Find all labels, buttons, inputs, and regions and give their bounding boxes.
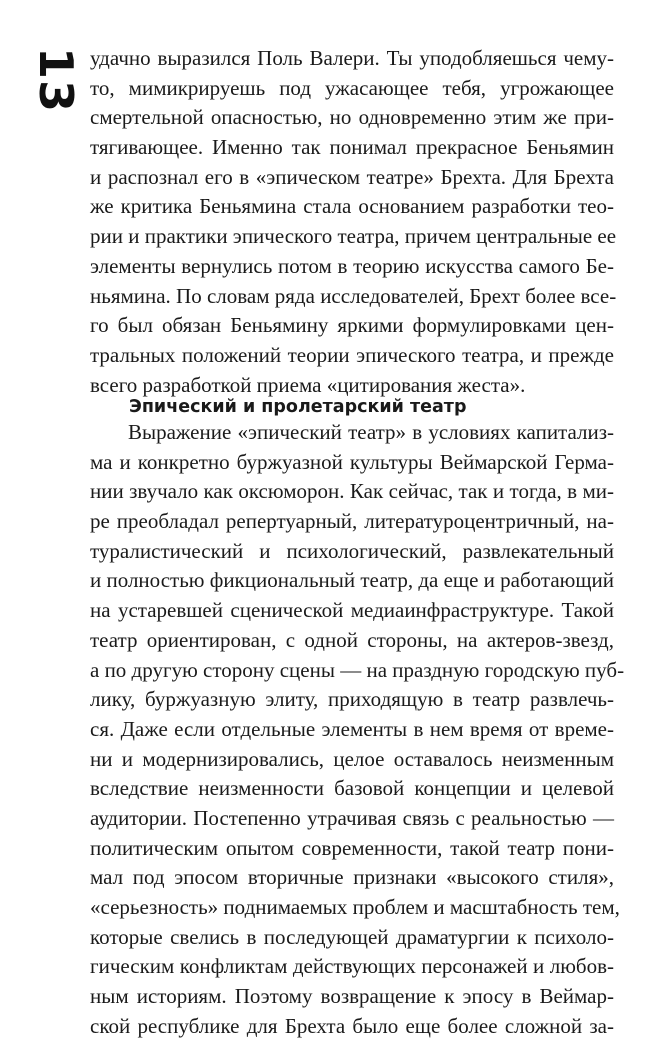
paragraph-1 xyxy=(90,44,617,400)
text-line: рии и практики эпического театра, причем центральные ее xyxy=(90,224,617,249)
text-line: а по другую сторону сцены — на праздную городскую пуб- xyxy=(90,657,625,682)
text-line: политическим опытом современности, такой театр пони- xyxy=(90,835,614,860)
text-line: лику, буржуазную элиту, приходящую в театр развлечь- xyxy=(90,687,614,712)
text-line: ся. Даже если отдельные элементы в нем время от време- xyxy=(90,716,614,741)
text-line: на устаревшей сценической медиаинфраструктуре. Такой xyxy=(90,598,614,623)
text-line: ре преобладал репертуарный, литературоцентричный, на- xyxy=(90,509,614,534)
text-line: Выражение «эпический театр» в условиях капитализ- xyxy=(128,420,614,444)
text-line: удачно выразился Поль Валери. Ты уподобляешься чему- xyxy=(90,46,614,70)
text-line: и распознал его в «эпическом театре» Брехта. Для Брехта xyxy=(90,164,614,189)
text-line: всего разработкой приема «цитирования жеста». xyxy=(90,372,526,397)
paragraph-2 xyxy=(90,418,625,1041)
text-line: мал под эпосом вторичные признаки «высокого стиля», xyxy=(90,865,614,890)
text-line: «серьезность» поднимаемых проблем и масштабность тем, xyxy=(90,895,620,919)
text-line: го был обязан Беньямину яркими формулировками цен- xyxy=(90,313,614,338)
text-line: театр ориентирован, с одной стороны, на актеров-звезд, xyxy=(90,627,614,652)
text-line: ным историям. Поэтому возвращение к эпосу в Веймар- xyxy=(90,984,614,1009)
text-line: ма и конкретно буржуазной культуры Веймарской Герма- xyxy=(90,449,614,474)
text-line: аудитории. Постепенно утрачивая связь с реальностью — xyxy=(90,805,614,830)
text-line: ньямина. По словам ряда исследователей, Брехт более все- xyxy=(90,283,617,308)
text-line: и полностью фикциональный театр, да еще и работающий xyxy=(90,568,614,593)
text-line: ской республике для Брехта было еще более сложной за- xyxy=(90,1013,614,1038)
text-line: тягивающее. Именно так понимал прекрасное Беньямин xyxy=(90,135,614,160)
text-line: нии звучало как оксюморон. Как сейчас, так и тогда, в ми- xyxy=(90,479,614,504)
page-number-text: 13 xyxy=(29,46,84,114)
text-line: которые свелись в последующей драматургии к психоло- xyxy=(90,924,614,949)
section-heading: Эпический и пролетарский театр xyxy=(129,397,467,417)
text-line: же критика Беньямина стала основанием разработки тео- xyxy=(90,194,614,219)
page-number xyxy=(29,40,84,120)
text-line: туралистический и психологический, развлекательный xyxy=(90,538,614,563)
text-line: элементы вернулись потом в теорию искусства самого Бе- xyxy=(90,253,614,278)
text-line: смертельной опасностью, но одновременно этим же при- xyxy=(90,105,614,130)
text-line: гическим конфликтам действующих персонажей и любов- xyxy=(90,954,614,979)
text-line: вследствие неизменности базовой концепции и целевой xyxy=(90,776,614,801)
text-line: ни и модернизировались, целое оставалось неизменным xyxy=(90,746,614,771)
text-line: то, мимикрируешь под ужасающее тебя, угрожающее xyxy=(90,75,614,100)
text-line: тральных положений теории эпического театра, и прежде xyxy=(90,342,614,367)
